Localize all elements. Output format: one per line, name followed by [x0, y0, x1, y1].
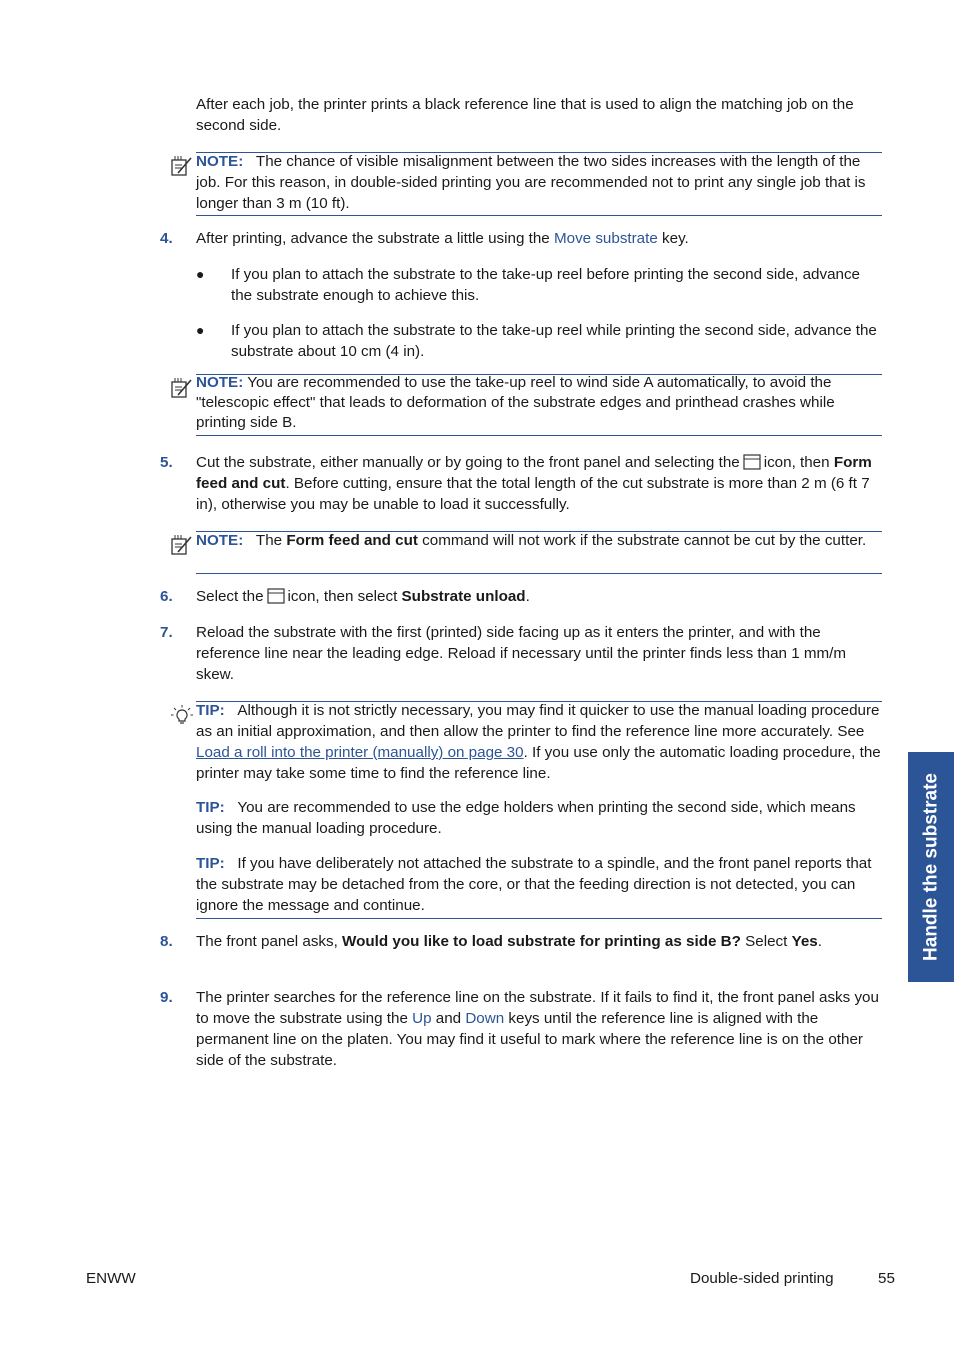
- note-pencil-icon: [170, 533, 194, 557]
- step6-part2: icon, then select: [287, 588, 402, 605]
- tip2: [196, 797, 884, 839]
- footer-left: ENWW: [86, 1270, 136, 1287]
- note3: [196, 530, 884, 551]
- chapter-side-tab: [908, 752, 954, 982]
- lightbulb-icon: [170, 704, 194, 728]
- up-key: Up: [412, 1010, 432, 1027]
- step8-text: [196, 931, 884, 952]
- yes-option: Yes: [791, 933, 818, 950]
- note-label: NOTE:: [196, 374, 244, 391]
- note-pencil-icon: [170, 376, 194, 400]
- note1-text: The chance of visible misalignment between the two sides increases with the length of the job. For this reason, in double-sided printing you are recommended not to print any single job that is longer than 3 m (10 ft).: [196, 153, 866, 212]
- step6-part3: .: [525, 588, 530, 605]
- tip3-text: If you have deliberately not attached the substrate to a spindle, and the front panel reports that the substrate may be detached from the core, or that the feeding direction is not detected, you can ignore the message and continue.: [196, 855, 872, 914]
- move-substrate-key: Move substrate: [553, 230, 658, 247]
- step4-before: After printing, advance the substrate a little using the: [196, 230, 554, 247]
- tip1: [196, 700, 884, 784]
- step9-part2: and: [431, 1010, 466, 1027]
- substrate-menu-icon: [267, 588, 285, 604]
- page-number: 55: [878, 1270, 895, 1287]
- note3-part1: The: [255, 532, 287, 549]
- step5-part3: . Before cutting, ensure that the total length of the cut substrate is more than 2 m (6 ft 7 in), otherwise you may be unable to load it successfully.: [196, 475, 870, 513]
- step8-part3: .: [817, 933, 822, 950]
- intro-paragraph: After each job, the printer prints a black reference line that is used to align the matching job on the second side.: [196, 96, 854, 134]
- step6-part1: Select the: [196, 588, 264, 605]
- note2-text: You are recommended to use the take-up reel to wind side A automatically, to avoid the "telescopic effect" that leads to deformation of the substrate edges and printhead crashes while printing side B.: [196, 374, 835, 431]
- load-roll-manually-link[interactable]: Load a roll into the printer (manually) on page 30: [196, 744, 524, 761]
- step4-text: [196, 228, 884, 249]
- tip-label: TIP:: [196, 855, 225, 872]
- note-label: NOTE:: [196, 153, 244, 170]
- step5-part2: icon, then: [763, 454, 830, 471]
- note1-bottom-rule: [196, 215, 882, 216]
- step4-after: key.: [657, 230, 689, 247]
- down-key: Down: [465, 1010, 505, 1027]
- bullet-dot: ●: [196, 322, 205, 338]
- step9-part3: keys until the reference line is aligned with the permanent line on the platen. You may find it useful to mark where the reference line is on the other side of the substrate.: [196, 1010, 863, 1069]
- footer-section: Double-sided printing: [690, 1270, 834, 1287]
- tip-label: TIP:: [196, 702, 225, 719]
- step7-text: Reload the substrate with the first (printed) side facing up as it enters the printer, and with the reference line near the leading edge. Reload if necessary until the printer finds less than 1 mm/m skew.: [196, 624, 847, 683]
- substrate-unload: Substrate unload: [401, 588, 526, 605]
- step8-part2: Select: [740, 933, 792, 950]
- bullet-dot: ●: [196, 266, 205, 282]
- bullet-item: If you plan to attach the substrate to the take-up reel while printing the second side, advance the substrate about 10 cm (4 in).: [231, 322, 877, 360]
- tip2-text: You are recommended to use the edge holders when printing the second side, which means using the manual loading procedure.: [196, 799, 856, 837]
- step9-part1: The printer searches for the reference line on the substrate. If it fails to find it, the front panel asks you to move the substrate using the: [196, 989, 879, 1027]
- tip-label: TIP:: [196, 799, 225, 816]
- step-number: 7.: [160, 624, 173, 641]
- note2: [196, 373, 884, 433]
- note3-part2: command will not work if the substrate cannot be cut by the cutter.: [417, 532, 867, 549]
- step-number: 4.: [160, 230, 173, 247]
- bullet-item: If you plan to attach the substrate to the take-up reel before printing the second side, advance the substrate enough to achieve this.: [231, 266, 860, 304]
- note-pencil-icon: [170, 154, 194, 178]
- step9-text: [196, 987, 884, 1071]
- substrate-menu-icon: [743, 454, 761, 470]
- tip-bottom-rule: [196, 918, 882, 919]
- step-number: 6.: [160, 588, 173, 605]
- note3-bottom-rule: [196, 573, 882, 574]
- tip3: [196, 853, 884, 916]
- step5-text: [196, 452, 884, 515]
- form-feed-and-cut: Form feed and cut: [196, 454, 872, 492]
- note1: [196, 151, 884, 214]
- step-number: 9.: [160, 989, 173, 1006]
- tip1-part1: Although it is not strictly necessary, you may find it quicker to use the manual loading procedure as an initial approximation, and then allow the printer to find the reference line more accurately. See: [196, 702, 880, 740]
- step-number: 5.: [160, 454, 173, 471]
- step6-text: [196, 586, 884, 607]
- form-feed-and-cut: Form feed and cut: [286, 532, 418, 549]
- step8-part1: The front panel asks,: [196, 933, 343, 950]
- step5-part1: Cut the substrate, either manually or by going to the front panel and selecting the: [196, 454, 740, 471]
- tip1-part2: . If you use only the automatic loading procedure, the printer may take some time to find the reference line.: [196, 744, 881, 782]
- side-b-question: Would you like to load substrate for printing as side B?: [342, 933, 741, 950]
- note2-bottom-rule: [196, 435, 882, 436]
- chapter-title: Handle the substrate: [920, 773, 942, 961]
- step-number: 8.: [160, 933, 173, 950]
- note-label: NOTE:: [196, 532, 244, 549]
